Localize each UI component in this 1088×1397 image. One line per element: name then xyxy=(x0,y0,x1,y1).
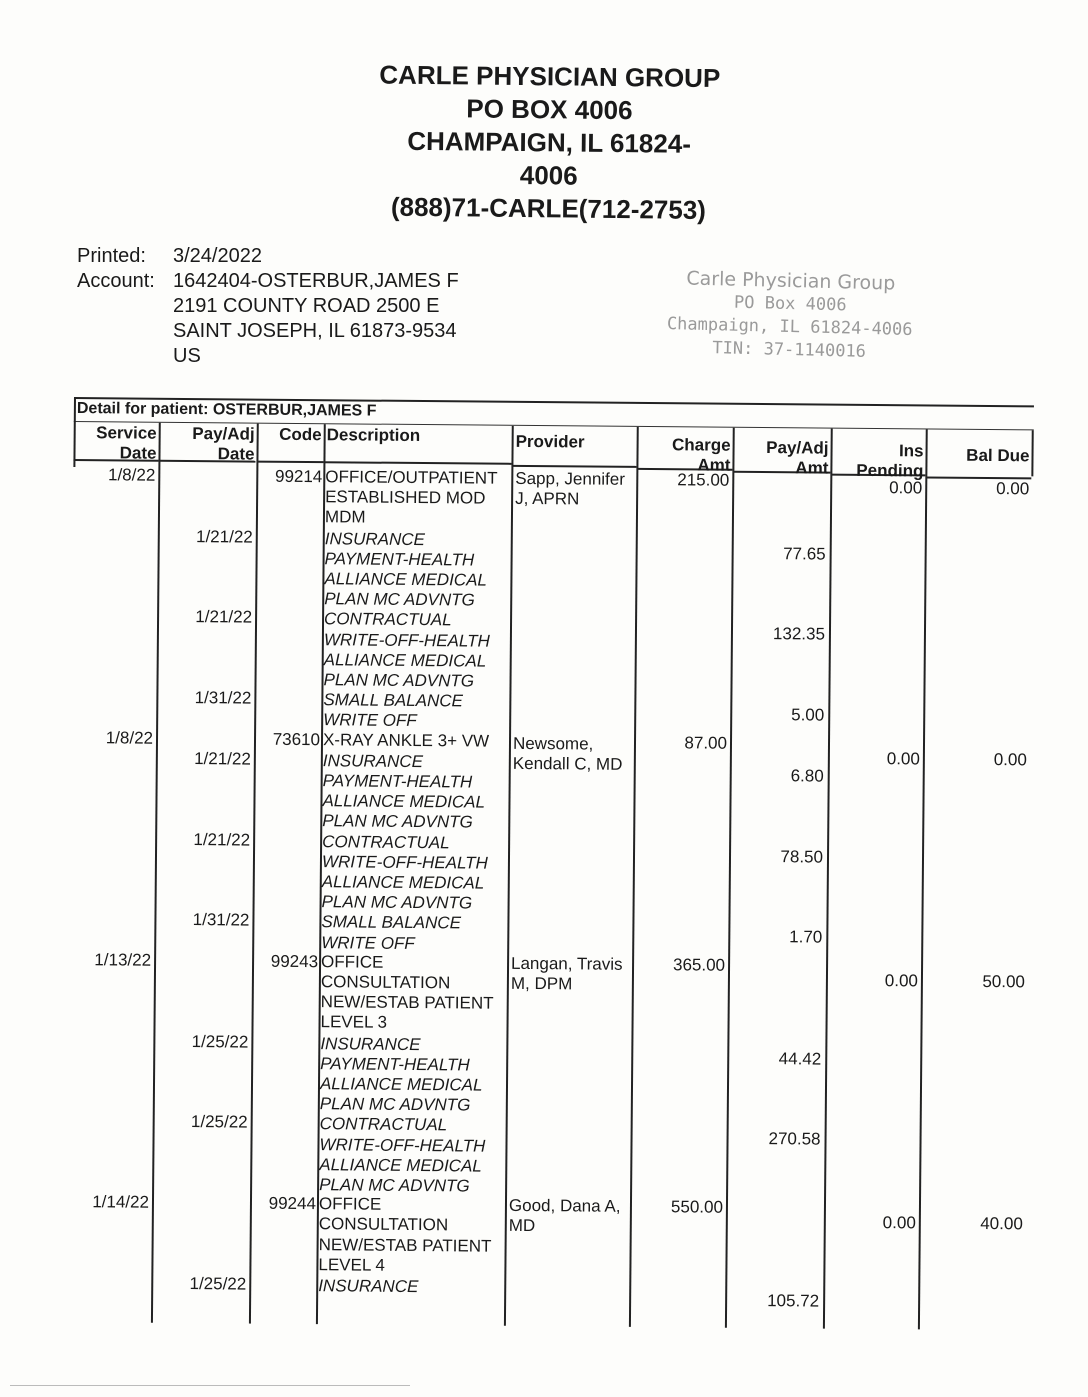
stamp-line: Carle Physician Group xyxy=(686,267,896,295)
payadj-date: 1/31/22 xyxy=(194,688,252,708)
col-service-date: Service Date xyxy=(96,423,157,463)
stamp-line: PO Box 4006 xyxy=(733,292,847,316)
description-line: INSURANCE xyxy=(324,528,425,549)
ins-pending-amount: 0.00 xyxy=(886,748,920,768)
provider-line: M, DPM xyxy=(510,973,573,994)
header-rule xyxy=(257,461,323,463)
payadj-date: 1/21/22 xyxy=(193,829,251,850)
org-phone: (888)71-CARLE(712-2753) xyxy=(390,191,707,225)
payadj-date: 1/25/22 xyxy=(189,1274,247,1294)
payadj-amount: 1.70 xyxy=(789,927,823,947)
org-pobox: PO BOX 4006 xyxy=(466,93,633,126)
description-line: PLAN MC ADVNTG xyxy=(323,670,475,691)
provider-line: MD xyxy=(508,1216,536,1236)
col-bal-due: Bal Due xyxy=(966,445,1030,466)
payadj-date: 1/21/22 xyxy=(194,748,251,769)
description-line: ALLIANCE MEDICAL xyxy=(319,1154,482,1176)
service-date: 1/14/22 xyxy=(92,1192,150,1212)
account-line: 1642404-OSTERBUR,JAMES F xyxy=(173,270,459,292)
payadj-amount: 105.72 xyxy=(767,1291,820,1311)
description-line: PAYMENT-HEALTH xyxy=(324,548,475,570)
provider-line: Good, Dana A, xyxy=(508,1196,621,1216)
description-line: LEVEL 4 xyxy=(318,1254,386,1275)
procedure-code: 99214 xyxy=(274,466,323,487)
description-line: WRITE-OFF-HEALTH xyxy=(321,851,488,873)
column-rule xyxy=(918,429,927,1329)
description-line: WRITE-OFF-HEALTH xyxy=(319,1134,486,1156)
service-date: 1/8/22 xyxy=(105,727,154,748)
payadj-date: 1/21/22 xyxy=(195,607,253,627)
column-rule xyxy=(1031,430,1033,476)
procedure-code: 99244 xyxy=(268,1193,317,1214)
charges-table xyxy=(66,397,1034,1340)
provider-line: Newsome, xyxy=(512,733,594,754)
ins-pending-amount: 0.00 xyxy=(884,970,919,991)
payadj-amount: 5.00 xyxy=(791,705,825,725)
description-line: CONSULTATION xyxy=(318,1214,449,1235)
description-line: ALLIANCE MEDICAL xyxy=(323,649,487,671)
description-line: SMALL BALANCE xyxy=(323,690,463,711)
provider-line: Langan, Travis xyxy=(510,953,623,974)
description-line: PAYMENT-HEALTH xyxy=(320,1053,470,1075)
description-line: X-RAY ANKLE 3+ VW xyxy=(322,729,490,751)
description-line: OFFICE xyxy=(318,1194,382,1214)
description-line: CONTRACTUAL xyxy=(322,831,450,852)
provider-line: J, APRN xyxy=(515,489,580,509)
description-line: ESTABLISHED MOD xyxy=(325,487,486,508)
description-line: PLAN MC ADVNTG xyxy=(324,589,475,610)
description-line: ALLIANCE MEDICAL xyxy=(324,569,488,590)
clinic-header xyxy=(328,58,770,228)
description-line: PLAN MC ADVNTG xyxy=(319,1175,470,1196)
org-name: CARLE PHYSICIAN GROUP xyxy=(379,59,721,94)
description-line: NEW/ESTAB PATIENT xyxy=(320,992,494,1013)
col-payadj-amt: Pay/Adj Amt xyxy=(766,438,829,478)
balance-due-amount: 50.00 xyxy=(982,971,1026,992)
procedure-code: 99243 xyxy=(270,951,319,971)
address-stamp xyxy=(649,267,931,366)
provider-line: Sapp, Jennifer xyxy=(515,468,626,489)
balance-due-amount: 40.00 xyxy=(980,1214,1023,1234)
account-line: 2191 COUNTY ROAD 2500 E xyxy=(173,295,440,317)
col-ins-pending: Ins Pending xyxy=(856,441,924,481)
description-line: SMALL BALANCE xyxy=(321,912,462,933)
description-line: ALLIANCE MEDICAL xyxy=(321,872,485,893)
ins-pending-amount: 0.00 xyxy=(889,478,923,498)
description-line: WRITE-OFF-HEALTH xyxy=(323,629,490,651)
description-line: WRITE OFF xyxy=(323,710,417,731)
description-line: CONTRACTUAL xyxy=(319,1114,448,1135)
col-payadj-date: Pay/Adj Date xyxy=(192,424,255,464)
provider-line: Kendall C, MD xyxy=(512,753,623,774)
charge-amount: 550.00 xyxy=(670,1197,724,1217)
description-line: PAYMENT-HEALTH xyxy=(322,771,473,792)
payadj-amount: 44.42 xyxy=(778,1048,822,1069)
column-rule xyxy=(249,424,258,1324)
description-line: ALLIANCE MEDICAL xyxy=(322,791,486,812)
description-line: CONSULTATION xyxy=(320,972,451,993)
printed-value: 3/24/2022 xyxy=(173,245,262,267)
description-line: WRITE OFF xyxy=(321,932,415,953)
description-line: PLAN MC ADVNTG xyxy=(321,892,473,913)
account-line: SAINT JOSEPH, IL 61873-9534 xyxy=(173,320,457,342)
description-line: INSURANCE xyxy=(320,1033,421,1054)
procedure-code: 73610 xyxy=(272,729,321,749)
description-line: PLAN MC ADVNTG xyxy=(322,811,473,832)
payadj-date: 1/31/22 xyxy=(192,910,250,930)
table-title: Detail for patient: OSTERBUR,JAMES F xyxy=(76,400,377,420)
description-line: ALLIANCE MEDICAL xyxy=(319,1074,483,1095)
payadj-date: 1/21/22 xyxy=(195,526,253,547)
service-date: 1/13/22 xyxy=(94,949,152,970)
description-line: OFFICE/OUTPATIENT xyxy=(325,467,498,488)
col-code: Code xyxy=(279,424,322,445)
account-line: US xyxy=(173,345,201,367)
balance-due-amount: 0.00 xyxy=(993,749,1027,769)
header-rule xyxy=(324,461,511,464)
description-line: NEW/ESTAB PATIENT xyxy=(318,1234,492,1256)
ins-pending-amount: 0.00 xyxy=(882,1213,916,1233)
stamp-line: TIN: 37-1140016 xyxy=(712,338,867,362)
payadj-date: 1/25/22 xyxy=(190,1112,248,1132)
col-provider: Provider xyxy=(515,431,585,452)
payadj-amount: 270.58 xyxy=(768,1129,821,1149)
description-line: INSURANCE xyxy=(318,1276,419,1297)
payadj-amount: 78.50 xyxy=(780,846,824,867)
payadj-date: 1/25/22 xyxy=(191,1031,249,1052)
payadj-amount: 77.65 xyxy=(783,543,826,564)
description-line: PLAN MC ADVNTG xyxy=(319,1094,471,1115)
footer-rule xyxy=(10,1385,410,1386)
balance-due-amount: 0.00 xyxy=(996,479,1030,499)
description-line: MDM xyxy=(324,507,366,527)
col-charge-amt: Charge Amt xyxy=(671,435,731,475)
column-rule xyxy=(504,426,513,1326)
org-city: CHAMPAIGN, IL 61824- xyxy=(407,125,692,159)
description-line: CONTRACTUAL xyxy=(323,609,452,630)
description-line: LEVEL 3 xyxy=(320,1012,388,1033)
printed-label: Printed: xyxy=(77,245,146,267)
service-date: 1/8/22 xyxy=(107,465,156,485)
charge-amount: 87.00 xyxy=(684,732,728,753)
description-line: INSURANCE xyxy=(322,750,424,771)
account-label: Account: xyxy=(77,270,155,292)
column-rule xyxy=(151,423,160,1323)
payadj-amount: 132.35 xyxy=(772,624,826,644)
description-line: OFFICE xyxy=(321,951,384,972)
stamp-line: Champaign, IL 61824-4006 xyxy=(666,313,913,340)
column-rule xyxy=(629,427,638,1327)
col-description: Description xyxy=(326,425,421,446)
header-rule xyxy=(512,465,636,468)
charge-amount: 215.00 xyxy=(677,470,730,490)
org-zip4: 4006 xyxy=(519,159,578,191)
charge-amount: 365.00 xyxy=(672,955,726,975)
payadj-amount: 6.80 xyxy=(790,766,824,786)
